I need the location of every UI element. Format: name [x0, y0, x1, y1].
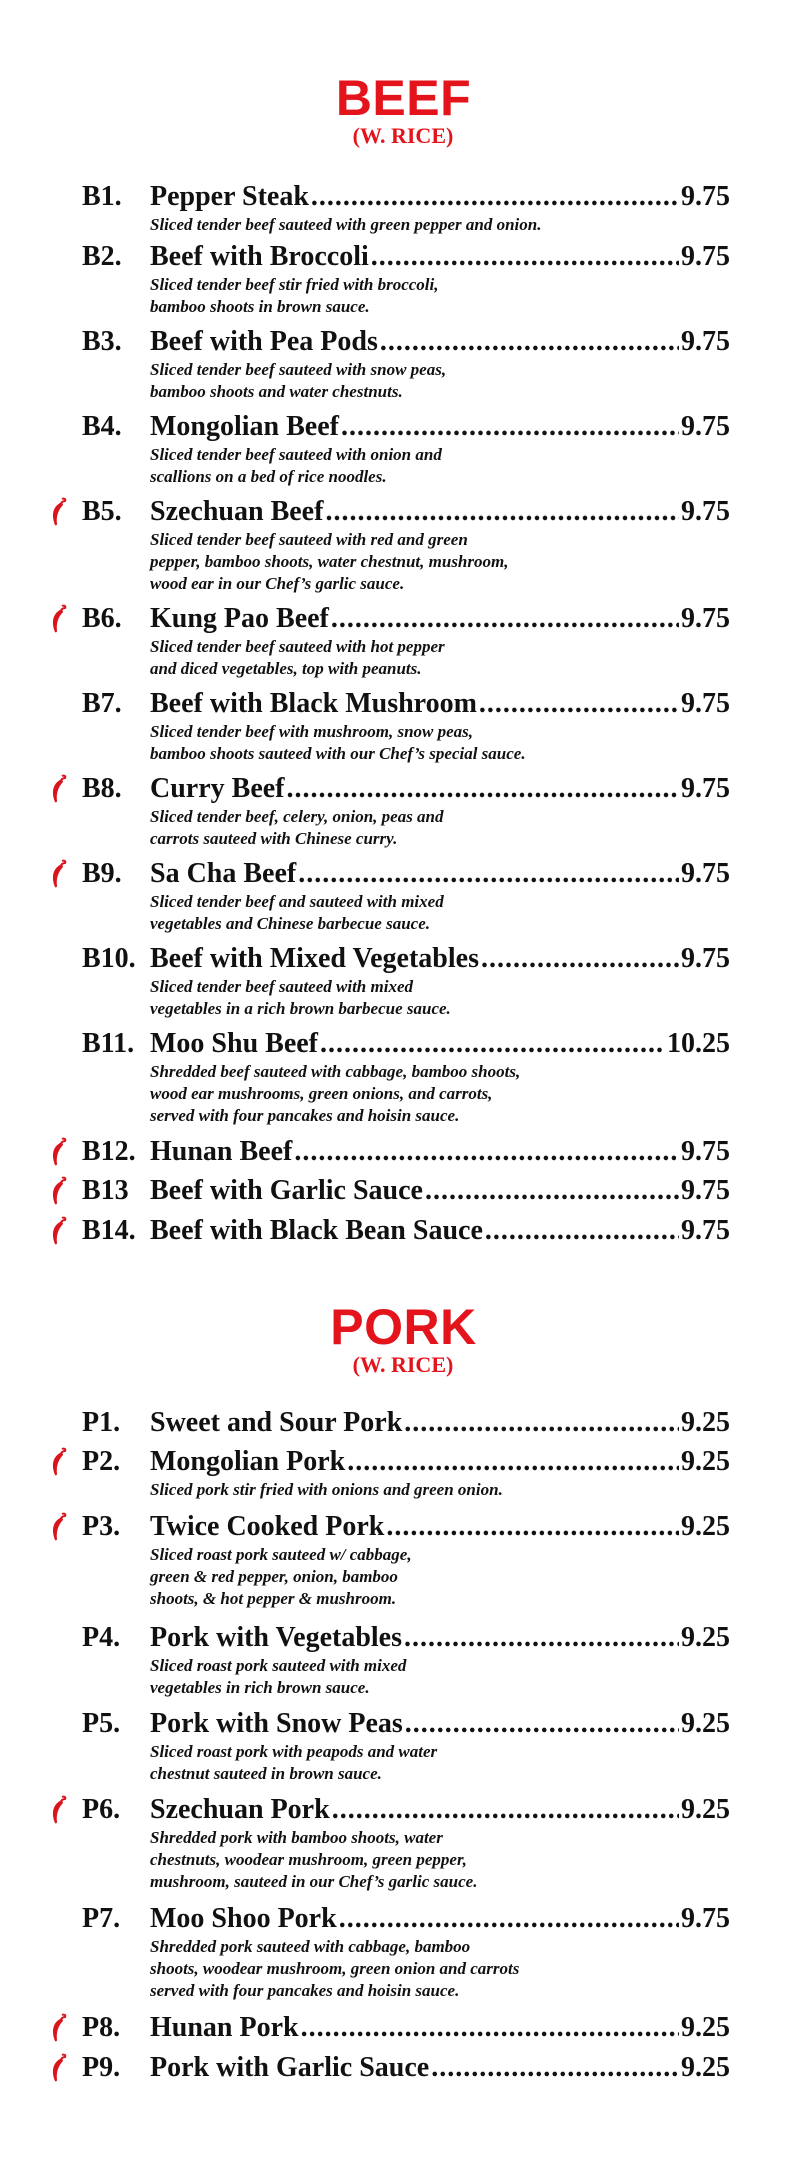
item-price: 9.25: [681, 2012, 730, 2043]
chili-pepper-icon: [48, 1795, 70, 1825]
dot-leader: [298, 855, 679, 893]
item-description: Sliced tender beef sauteed with onion and scallions on a bed of rice noodles.: [150, 445, 442, 486]
item-description: Shredded pork sauteed with cabbage, bamboo shoots, woodear mushroom, green onion and carrots served with four pancakes and hoisin sauce.: [150, 1937, 520, 2000]
item-price: 9.75: [681, 1175, 730, 1206]
chili-pepper-icon: [48, 774, 70, 804]
chili-pepper-icon: [48, 1216, 70, 1246]
item-name: Kung Pao Beef: [150, 603, 329, 634]
item-price: 9.75: [681, 943, 730, 974]
item-code: P7.: [82, 1903, 121, 1934]
item-description: Sliced tender beef sauteed with mixed vegetables in a rich brown barbecue sauce.: [150, 977, 451, 1018]
item-price: 9.75: [681, 603, 730, 634]
dot-leader: [431, 2049, 679, 2087]
menu-item: [0, 323, 800, 403]
chili-pepper-icon: [48, 859, 70, 889]
item-name: Beef with Black Bean Sauce: [150, 1215, 483, 1246]
chili-pepper-icon: [48, 1512, 70, 1542]
menu-item: [0, 1900, 800, 2002]
item-name: Mongolian Beef: [150, 411, 339, 442]
item-price: 9.25: [681, 1511, 730, 1542]
menu-item: [0, 1172, 800, 1210]
menu-item: [0, 1212, 800, 1250]
menu-item: [0, 178, 800, 236]
item-price: 9.75: [681, 326, 730, 357]
item-name: Moo Shoo Pork: [150, 1903, 337, 1934]
pork-section-header: [0, 1301, 800, 1377]
item-code: B13: [82, 1175, 129, 1206]
item-name: Mongolian Pork: [150, 1446, 346, 1477]
chili-pepper-icon: [48, 1176, 70, 1206]
item-price: 9.75: [681, 496, 730, 527]
chili-pepper-icon: [48, 2053, 70, 2083]
item-code: B3.: [82, 326, 122, 357]
item-description: Shredded beef sauteed with cabbage, bamboo shoots, wood ear mushrooms, green onions, and carrots, served with four pancakes and hoisin sauce.: [150, 1062, 521, 1125]
item-code: B4.: [82, 411, 122, 442]
item-price: 10.25: [667, 1028, 730, 1059]
item-code: B7.: [82, 688, 122, 719]
item-price: 9.75: [681, 241, 730, 272]
menu-item: [0, 770, 800, 850]
item-description: Sliced tender beef with mushroom, snow peas, bamboo shoots sauteed with our Chef’s special sauce.: [150, 722, 526, 763]
item-price: 9.75: [681, 411, 730, 442]
item-code: P3.: [82, 1511, 121, 1542]
item-price: 9.75: [681, 1136, 730, 1167]
dot-leader: [479, 685, 679, 723]
item-name: Twice Cooked Pork: [150, 1511, 385, 1542]
item-name: Pork with Garlic Sauce: [150, 2052, 430, 2083]
item-price: 9.75: [681, 1215, 730, 1246]
dot-leader: [311, 178, 679, 216]
item-price: 9.25: [681, 1794, 730, 1825]
menu-item: [0, 2049, 800, 2087]
menu-item: [0, 600, 800, 680]
menu-item: [0, 855, 800, 935]
item-name: Beef with Broccoli: [150, 241, 369, 272]
item-name: Szechuan Pork: [150, 1794, 330, 1825]
menu-item: [0, 1133, 800, 1171]
chili-pepper-icon: [48, 2013, 70, 2043]
item-price: 9.75: [681, 773, 730, 804]
item-price: 9.75: [681, 1903, 730, 1934]
item-code: B11.: [82, 1028, 135, 1059]
item-name: Beef with Garlic Sauce: [150, 1175, 423, 1206]
item-code: P2.: [82, 1446, 121, 1477]
item-description: Sliced roast pork sauteed with mixed vegetables in rich brown sauce.: [150, 1656, 407, 1697]
chili-pepper-icon: [48, 1137, 70, 1167]
item-code: P5.: [82, 1708, 121, 1739]
item-name: Curry Beef: [150, 773, 285, 804]
item-price: 9.75: [681, 181, 730, 212]
dot-leader: [287, 770, 679, 808]
dot-leader: [347, 1443, 679, 1481]
menu-item: [0, 940, 800, 1020]
chili-pepper-icon: [48, 604, 70, 634]
dot-leader: [325, 493, 679, 531]
item-price: 9.25: [681, 2052, 730, 2083]
item-code: P9.: [82, 2052, 121, 2083]
item-name: Pepper Steak: [150, 181, 309, 212]
item-name: Moo Shu Beef: [150, 1028, 318, 1059]
item-name: Szechuan Beef: [150, 496, 324, 527]
item-price: 9.25: [681, 1407, 730, 1438]
dot-leader: [320, 1025, 665, 1063]
menu-item: [0, 408, 800, 488]
dot-leader: [404, 1619, 679, 1657]
menu-item: [0, 1791, 800, 1893]
menu-item: [0, 685, 800, 765]
item-code: P4.: [82, 1622, 121, 1653]
item-name: Hunan Pork: [150, 2012, 299, 2043]
beef-section-header: [0, 72, 800, 148]
item-description: Sliced tender beef sauteed with red and green pepper, bamboo shoots, water chestnut, mushroom, wood ear in our Chef’s garlic sauce.: [150, 530, 509, 593]
item-name: Beef with Mixed Vegetables: [150, 943, 479, 974]
menu-item: [0, 2009, 800, 2047]
dot-leader: [405, 1705, 679, 1743]
dot-leader: [339, 1900, 679, 1938]
menu-item: [0, 1443, 800, 1501]
dot-leader: [425, 1172, 679, 1210]
section-title: PORK: [330, 1299, 477, 1355]
item-code: B8.: [82, 773, 122, 804]
dot-leader: [481, 940, 679, 978]
item-price: 9.25: [681, 1708, 730, 1739]
dot-leader: [332, 1791, 679, 1829]
section-subtitle: (W. RICE): [352, 1352, 454, 1377]
section-title: BEEF: [335, 70, 472, 126]
dot-leader: [386, 1508, 679, 1546]
item-description: Sliced tender beef, celery, onion, peas and carrots sauteed with Chinese curry.: [150, 807, 444, 848]
item-description: Sliced tender beef sauteed with green pepper and onion.: [150, 215, 542, 234]
item-code: P1.: [82, 1407, 121, 1438]
dot-leader: [485, 1212, 679, 1250]
item-description: Sliced roast pork sauteed w/ cabbage, green & red pepper, onion, bamboo shoots, & hot pepper & mushroom.: [150, 1545, 412, 1608]
item-description: Sliced tender beef sauteed with hot pepper and diced vegetables, top with peanuts.: [150, 637, 445, 678]
item-name: Hunan Beef: [150, 1136, 293, 1167]
menu-item: [0, 493, 800, 595]
item-description: Sliced tender beef and sauteed with mixed vegetables and Chinese barbecue sauce.: [150, 892, 444, 933]
dot-leader: [371, 238, 679, 276]
item-code: B14.: [82, 1215, 136, 1246]
item-name: Beef with Pea Pods: [150, 326, 378, 357]
section-subtitle: (W. RICE): [352, 123, 454, 148]
item-code: P6.: [82, 1794, 121, 1825]
menu-item: [0, 238, 800, 318]
item-code: B9.: [82, 858, 122, 889]
item-code: B10.: [82, 943, 136, 974]
item-description: Sliced pork stir fried with onions and green onion.: [150, 1480, 503, 1499]
item-name: Sa Cha Beef: [150, 858, 297, 889]
dot-leader: [341, 408, 679, 446]
item-description: Sliced tender beef sauteed with snow peas, bamboo shoots and water chestnuts.: [150, 360, 447, 401]
item-description: Sliced roast pork with peapods and water chestnut sauteed in brown sauce.: [150, 1742, 438, 1783]
item-code: B1.: [82, 181, 122, 212]
dot-leader: [404, 1404, 679, 1442]
chili-pepper-icon: [48, 1447, 70, 1477]
item-name: Sweet and Sour Pork: [150, 1407, 403, 1438]
menu-item: [0, 1404, 800, 1442]
dot-leader: [301, 2009, 679, 2047]
item-code: B2.: [82, 241, 122, 272]
dot-leader: [294, 1133, 679, 1171]
chili-pepper-icon: [48, 497, 70, 527]
menu-item: [0, 1619, 800, 1699]
item-code: P8.: [82, 2012, 121, 2043]
item-name: Beef with Black Mushroom: [150, 688, 477, 719]
item-name: Pork with Vegetables: [150, 1622, 402, 1653]
item-code: B5.: [82, 496, 122, 527]
menu-item: [0, 1508, 800, 1610]
item-price: 9.75: [681, 858, 730, 889]
item-description: Shredded pork with bamboo shoots, water chestnuts, woodear mushroom, green pepper, mushroom, sauteed in our Chef’s garlic sauce.: [150, 1828, 478, 1891]
item-price: 9.25: [681, 1622, 730, 1653]
item-description: Sliced tender beef stir fried with broccoli, bamboo shoots in brown sauce.: [150, 275, 439, 316]
dot-leader: [380, 323, 679, 361]
item-name: Pork with Snow Peas: [150, 1708, 403, 1739]
dot-leader: [331, 600, 679, 638]
item-price: 9.25: [681, 1446, 730, 1477]
menu-item: [0, 1705, 800, 1785]
item-code: B12.: [82, 1136, 136, 1167]
item-price: 9.75: [681, 688, 730, 719]
menu-item: [0, 1025, 800, 1127]
item-code: B6.: [82, 603, 122, 634]
